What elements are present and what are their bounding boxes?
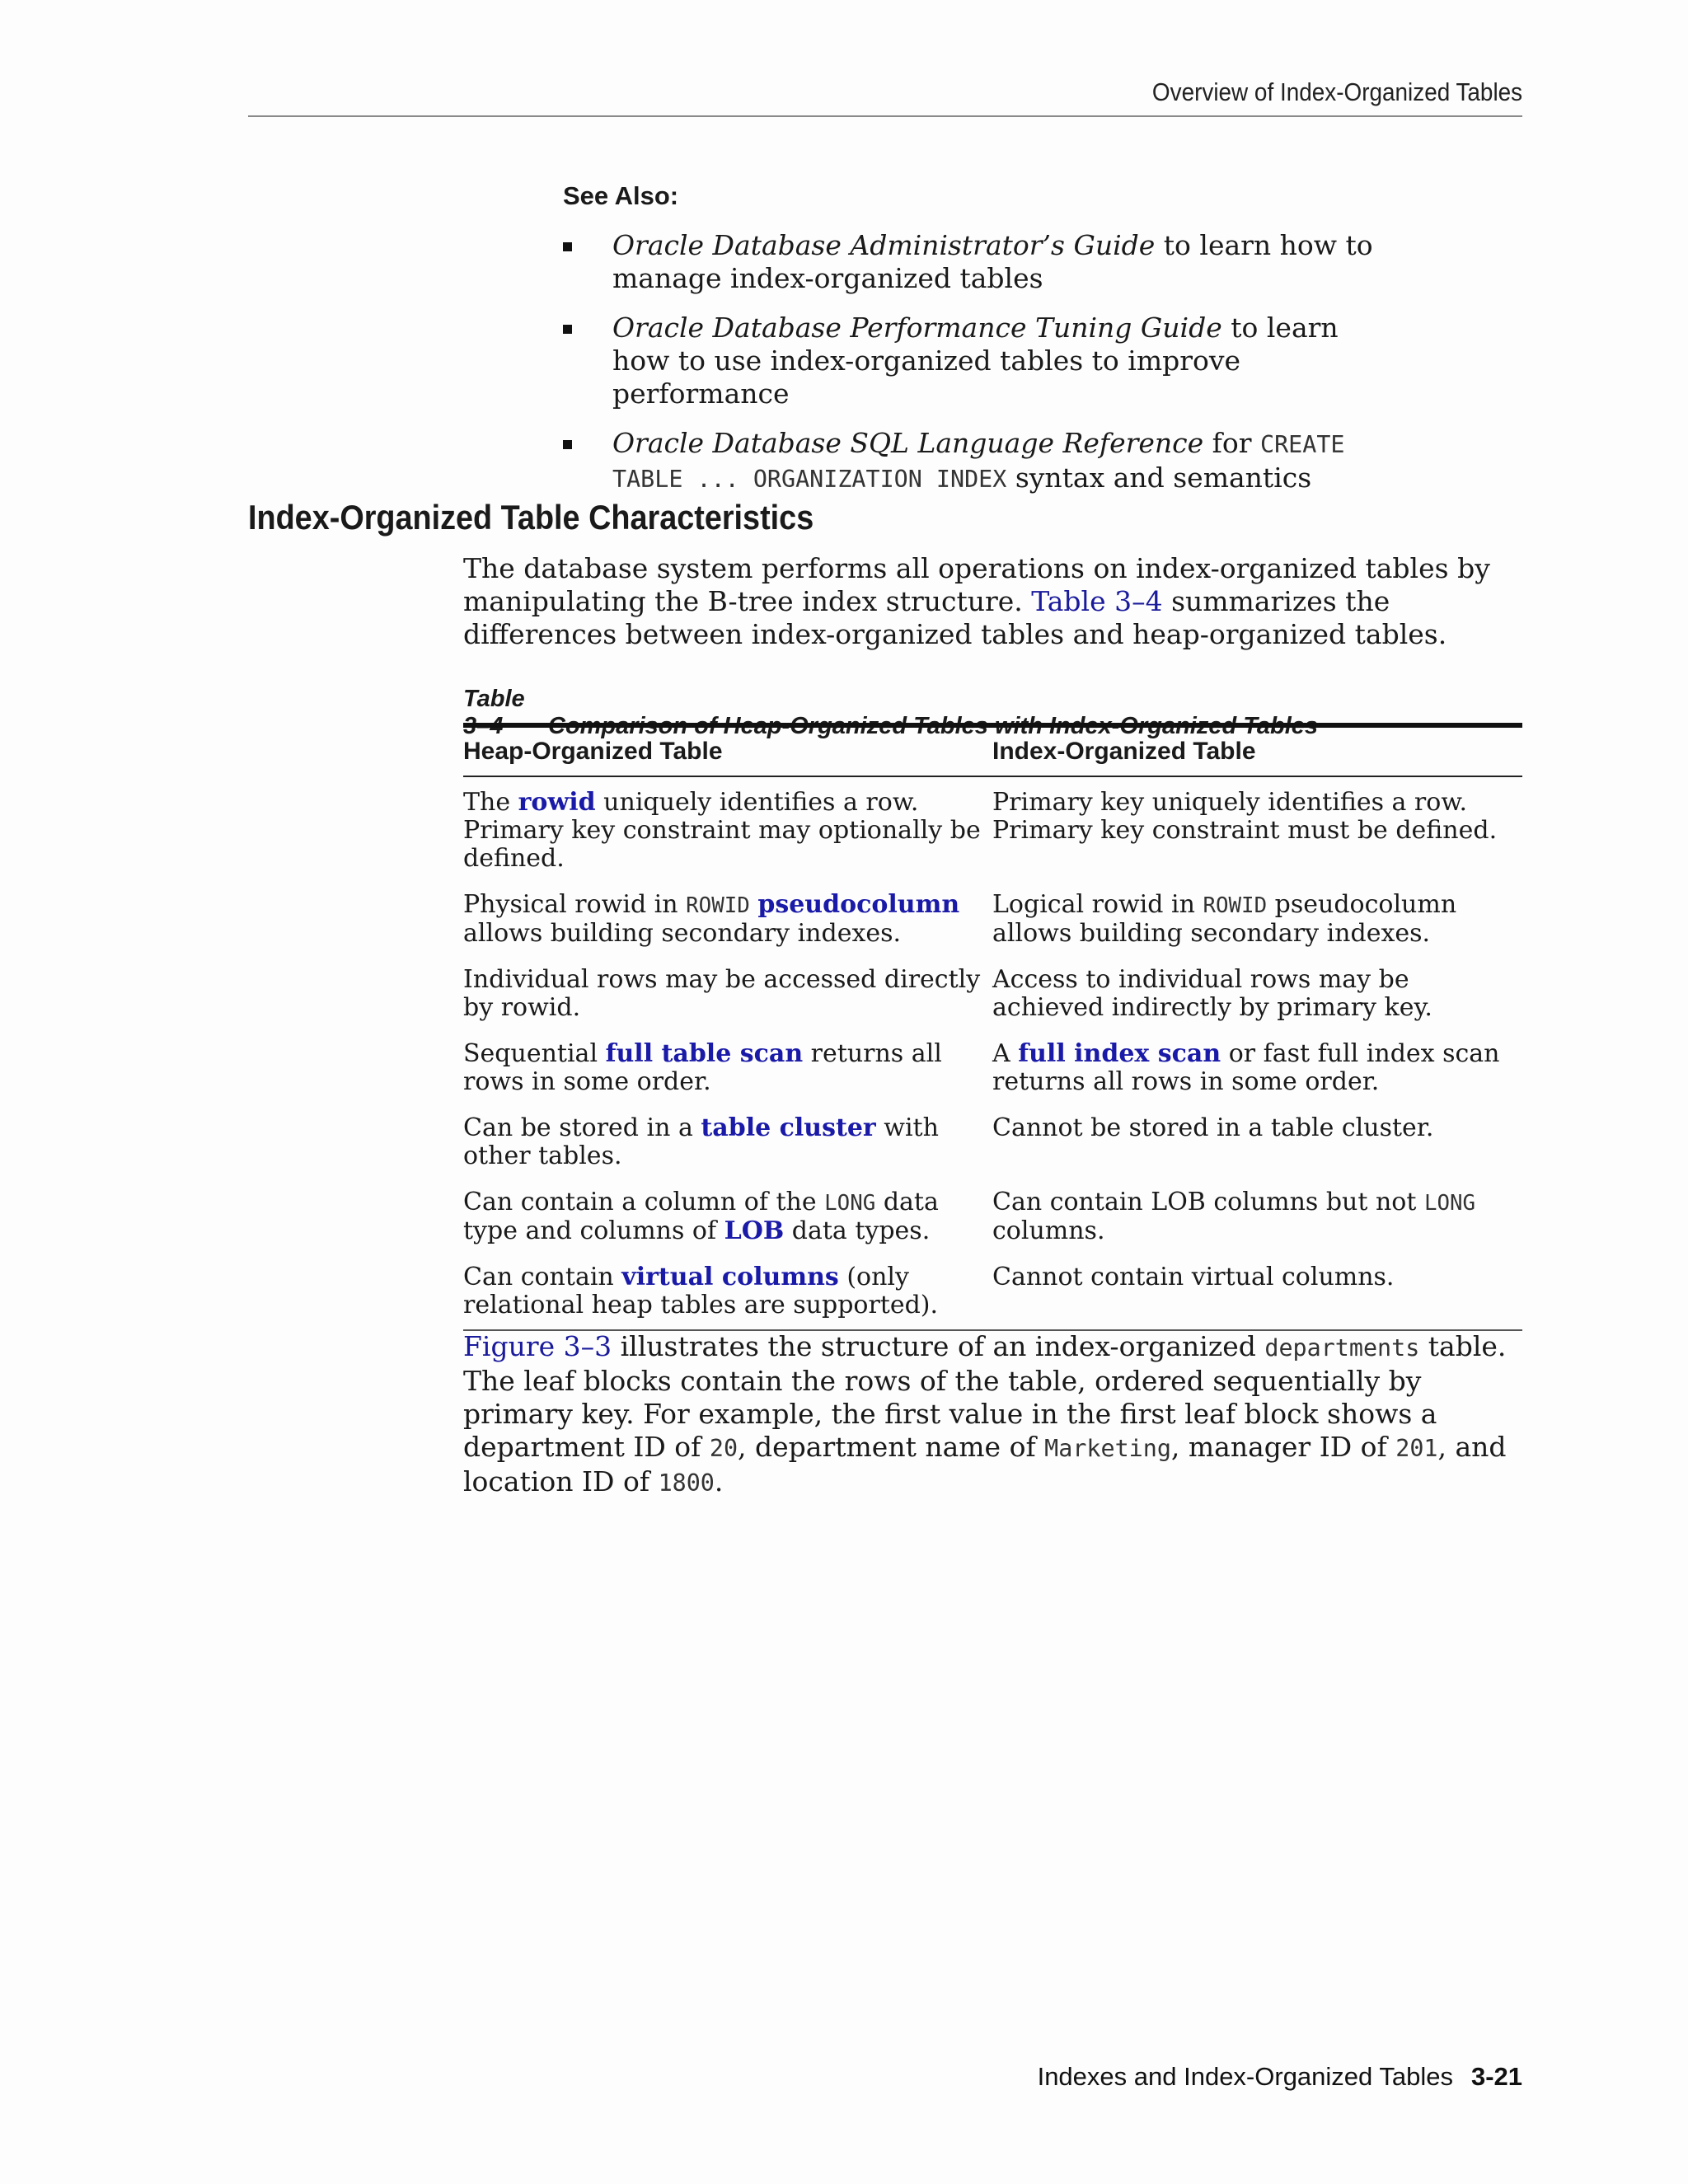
see-also-item	[563, 312, 1387, 410]
code-snippet: Marketing	[1044, 1435, 1171, 1462]
running-header	[248, 74, 1522, 117]
glossary-term-link[interactable]: full table scan	[605, 1039, 804, 1068]
table-cell-iot	[992, 776, 1522, 891]
code-snippet: 20	[709, 1435, 738, 1462]
cell-text: Physical rowid in	[463, 890, 687, 919]
table-row	[463, 776, 1522, 891]
cell-text: Individual rows may be accessed directly by rowid.	[463, 965, 981, 1022]
table-cell-iot	[992, 1263, 1522, 1330]
code-snippet: 1800	[658, 1469, 715, 1497]
book-title-link[interactable]: Oracle Database SQL Language Reference	[612, 427, 1204, 459]
see-also-item-text: to learn how to use index-organized tables to improve performance	[612, 312, 1339, 410]
paragraph-text: , manager ID of	[1170, 1431, 1396, 1463]
table-row	[463, 891, 1522, 966]
cell-text: Can be stored in a	[463, 1113, 701, 1142]
table-cell-heap	[463, 1114, 992, 1188]
code-snippet: 201	[1395, 1435, 1438, 1462]
code-snippet: LONG	[824, 1191, 876, 1216]
table-cell-heap	[463, 1188, 992, 1263]
cell-text: Cannot be stored in a table cluster.	[992, 1113, 1434, 1142]
paragraph-text: , department name of	[738, 1431, 1045, 1463]
table-row	[463, 1263, 1522, 1330]
table-header-row	[463, 725, 1522, 776]
cell-text: (only relational heap tables are supported).	[463, 1263, 939, 1319]
code-snippet: ROWID	[1203, 893, 1268, 918]
table-cell-heap	[463, 966, 992, 1040]
glossary-term-link[interactable]: rowid	[518, 788, 596, 817]
table-cell-heap	[463, 1263, 992, 1330]
table-cell-iot	[992, 1114, 1522, 1188]
table-row	[463, 1040, 1522, 1114]
table-caption-number: Table 3–4	[463, 686, 525, 739]
cell-text: A	[992, 1039, 1019, 1068]
paragraph-text: .	[714, 1465, 724, 1497]
comparison-table	[463, 723, 1522, 1331]
intro-text: The database system performs all operations on index-organized tables by manipulating the B-tree index structure.	[463, 552, 1490, 617]
footer-chapter-title: Indexes and Index-Organized Tables	[1037, 2062, 1453, 2091]
see-also-item	[563, 229, 1387, 295]
cell-text: data types.	[784, 1216, 931, 1245]
table-caption-title: Comparison of Heap-Organized Tables with Index-Organized Tables	[548, 713, 1319, 739]
see-also-item-text: syntax and semantics	[1006, 462, 1312, 494]
book-title-link[interactable]: Oracle Database Performance Tuning Guide	[612, 312, 1222, 344]
table-row	[463, 966, 1522, 1040]
cell-text: pseudocolumn allows building secondary indexes.	[992, 890, 1457, 948]
figure-paragraph	[463, 1330, 1526, 1500]
running-header-title: Overview of Index-Organized Tables	[1151, 77, 1522, 106]
cell-text: Sequential	[463, 1039, 606, 1068]
column-header-heap: Heap-Organized Table	[463, 738, 723, 765]
see-also-label: See Also:	[563, 181, 679, 210]
table-cell-heap	[463, 1040, 992, 1114]
cell-text: Primary key uniquely identifies a row. Primary key constraint must be defined.	[992, 788, 1498, 845]
table-cell-iot	[992, 1040, 1522, 1114]
glossary-term-link[interactable]: table cluster	[701, 1113, 876, 1142]
paragraph-text: table. The leaf blocks contain the rows of the table, ordered sequentially by primary key. For example, the first value in the first leaf block shows a department ID of	[463, 1330, 1507, 1463]
cell-text: Cannot contain virtual columns.	[992, 1263, 1395, 1291]
code-snippet: CREATE TABLE ... ORGANIZATION INDEX	[612, 431, 1345, 493]
code-snippet: ROWID	[686, 893, 750, 918]
table-cell-iot	[992, 1188, 1522, 1263]
cell-text: uniquely identifies a row. Primary key constraint may optionally be defined.	[463, 788, 981, 873]
table-row	[463, 1114, 1522, 1188]
table-cell-iot	[992, 966, 1522, 1040]
cell-text: Can contain LOB columns but not	[992, 1188, 1424, 1216]
figure-reference-link[interactable]: Figure 3–3	[463, 1330, 612, 1362]
cell-text: Can contain	[463, 1263, 622, 1291]
intro-text: summarizes the differences between index-organized tables and heap-organized tables.	[463, 585, 1447, 650]
section-heading: Index-Organized Table Characteristics	[248, 498, 814, 537]
intro-paragraph	[463, 552, 1526, 651]
column-header-iot: Index-Organized Table	[992, 738, 1256, 765]
book-title-link[interactable]: Oracle Database Administrator’s Guide	[612, 229, 1156, 261]
table-row	[463, 1188, 1522, 1263]
cell-text: Can contain a column of the	[463, 1188, 825, 1216]
paragraph-text: , and location ID of	[463, 1431, 1507, 1497]
code-snippet: LONG	[1423, 1191, 1476, 1216]
table-cell-iot	[992, 891, 1522, 966]
paragraph-text: illustrates the structure of an index-organized	[612, 1330, 1265, 1362]
table-cell-heap	[463, 891, 992, 966]
glossary-term-link[interactable]: virtual columns	[621, 1263, 839, 1291]
glossary-term-link[interactable]: LOB	[724, 1216, 785, 1245]
page-footer	[989, 2062, 1522, 2092]
cell-text: data type and columns of	[463, 1188, 939, 1245]
cell-text: Access to individual rows may be achieved indirectly by primary key.	[992, 965, 1432, 1022]
see-also-item	[563, 427, 1387, 496]
cell-text: columns.	[992, 1216, 1105, 1245]
cell-text: allows building secondary indexes.	[463, 919, 902, 948]
see-also-item-text: for	[1203, 427, 1261, 459]
page-number: 3-21	[1470, 2062, 1522, 2091]
cell-text: or fast full index scan returns all rows in some order.	[992, 1039, 1500, 1096]
table-cell-heap	[463, 776, 992, 891]
code-snippet: departments	[1264, 1334, 1420, 1361]
glossary-term-link[interactable]: pseudocolumn	[757, 890, 960, 919]
cell-text: The	[463, 788, 518, 817]
see-also-list	[563, 229, 1387, 496]
cell-text: with other tables.	[463, 1113, 939, 1170]
cell-text	[750, 890, 758, 919]
see-also-box	[563, 181, 1387, 513]
see-also-item-text: to learn how to manage index-organized tables	[612, 229, 1373, 294]
cell-text: Logical rowid in	[992, 890, 1203, 919]
table-reference-link[interactable]: Table 3–4	[1031, 585, 1163, 617]
cell-text: returns all rows in some order.	[463, 1039, 942, 1096]
glossary-term-link[interactable]: full index scan	[1018, 1039, 1221, 1068]
